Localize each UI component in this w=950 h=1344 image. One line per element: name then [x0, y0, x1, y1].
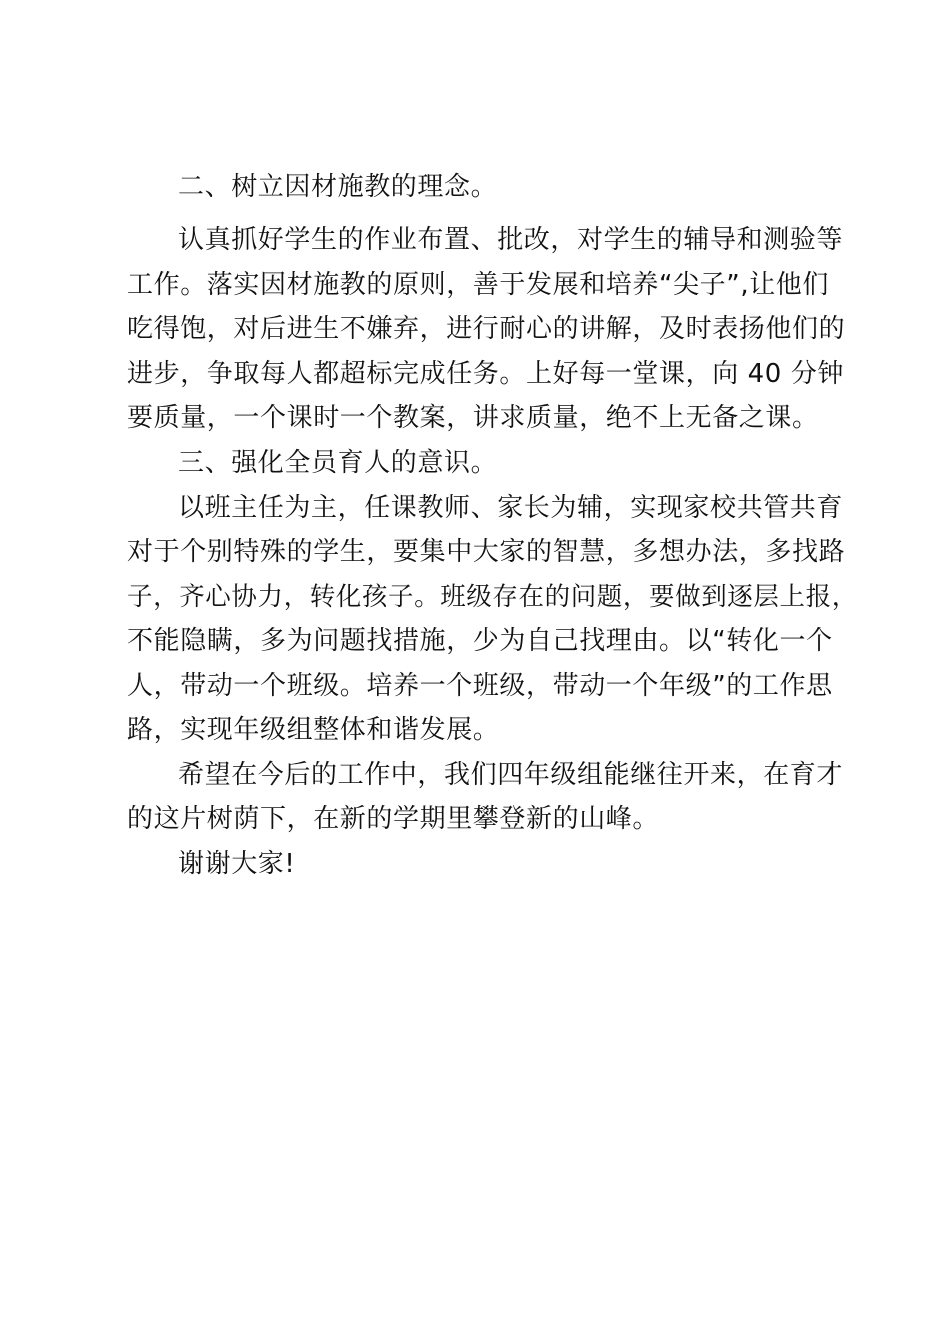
paragraph-line: 要质量，一个课时一个教案，讲求质量，绝不上无备之课。 — [127, 403, 819, 433]
paragraph-line: 的这片树荫下，在新的学期里攀登新的山峰。 — [127, 804, 660, 834]
paragraph-line: 对于个别特殊的学生，要集中大家的智慧，多想办法，多找路 — [127, 537, 846, 567]
paragraph-line: 路，实现年级组整体和谐发展。 — [127, 715, 500, 745]
closing-line: 谢谢大家! — [178, 849, 296, 879]
heading-2: 二、树立因材施教的理念。 — [178, 172, 498, 202]
paragraph-line: 子，齐心协力，转化孩子。班级存在的问题，要做到逐层上报， — [127, 582, 858, 612]
paragraph-line: 工作。落实因材施教的原则，善于发展和培养“尖子”,让他们 — [127, 270, 830, 300]
paragraph-line: 进步，争取每人都超标完成任务。上好每一堂课，向 40 分钟 — [127, 359, 845, 389]
paragraph-line: 以班主任为主，任课教师、家长为辅，实现家校共管共育 — [178, 493, 844, 523]
paragraph-line: 不能隐瞒，多为问题找措施，少为自己找理由。以“转化一个 — [127, 626, 833, 656]
heading-3: 三、强化全员育人的意识。 — [178, 448, 498, 478]
paragraph-line: 希望在今后的工作中，我们四年级组能继往开来，在育才 — [178, 760, 844, 790]
paragraph-line: 吃得饱，对后进生不嫌弃，进行耐心的讲解，及时表扬他们的 — [127, 314, 846, 344]
paragraph-line: 认真抓好学生的作业布置、批改，对学生的辅导和测验等 — [178, 225, 844, 255]
paragraph-line: 人，带动一个班级。培养一个班级，带动一个年级”的工作思 — [127, 671, 833, 701]
